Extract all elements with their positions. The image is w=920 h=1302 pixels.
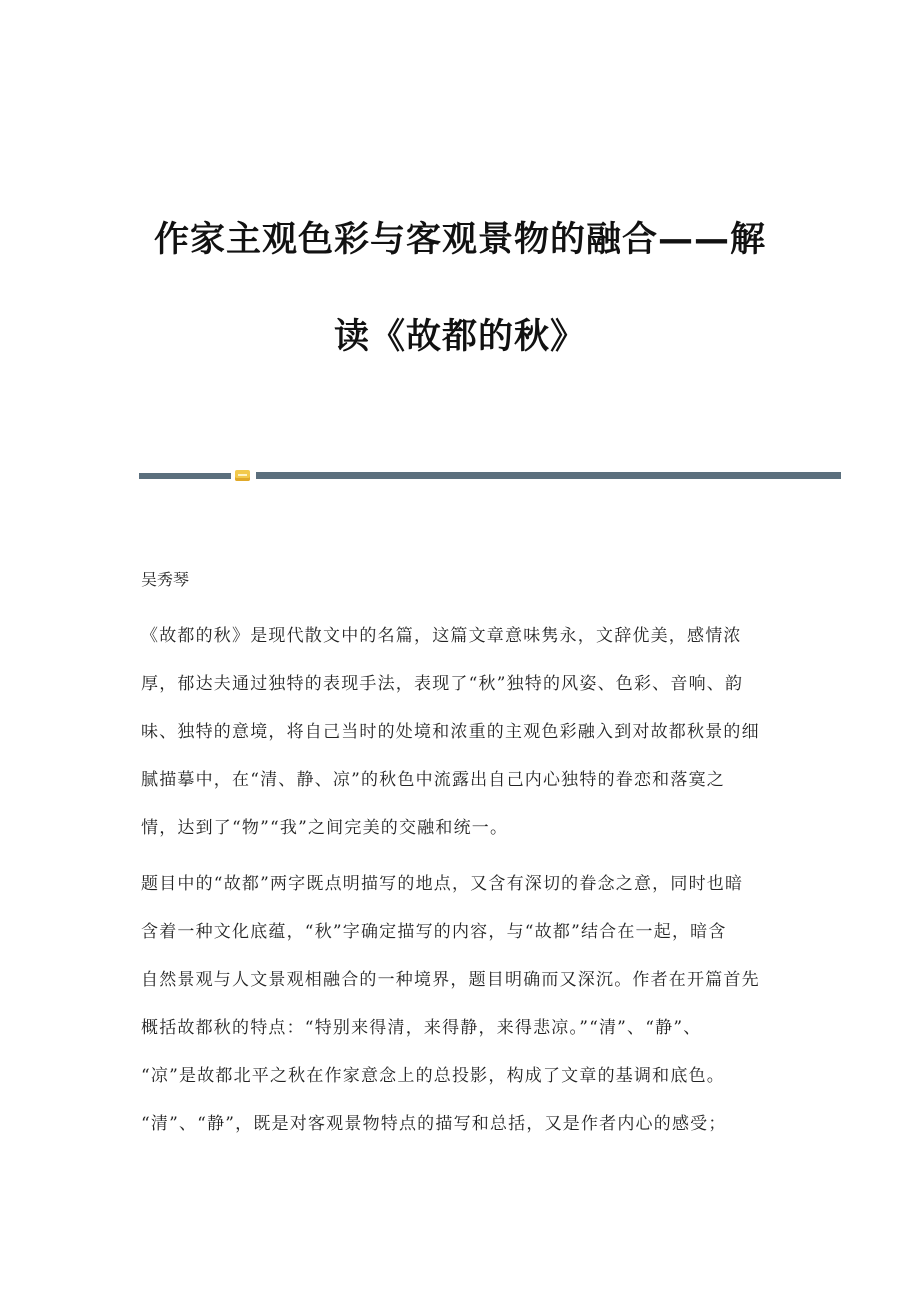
paragraph-2 — [141, 872, 781, 1160]
paragraph-line: 味、独特的意境，将自己当时的处境和浓重的主观色彩融入到对故都秋景的细 — [141, 722, 760, 742]
paragraph-line: 题目中的“故都”两字既点明描写的地点，又含有深切的眷念之意，同时也暗 — [141, 874, 744, 894]
paragraph-line: 情，达到了“物”“我”之间完美的交融和统一。 — [141, 818, 509, 838]
document-title-line-2: 读《故都的秋》 — [333, 317, 586, 357]
paragraph-line: 《故都的秋》是现代散文中的名篇，这篇文章意味隽永，文辞优美，感情浓 — [141, 626, 742, 646]
divider-bar-left — [139, 473, 231, 479]
paragraph-line: 腻描摹中，在“清、静、凉”的秋色中流露出自己内心独特的眷恋和落寞之 — [141, 770, 725, 790]
author-name: 吴秀琴 — [141, 570, 190, 589]
divider-bar-right — [256, 472, 841, 479]
paragraph-line: 厚，郁达夫通过独特的表现手法，表现了“秋”独特的风姿、色彩、音响、韵 — [141, 674, 744, 694]
paragraph-line: 概括故都秋的特点：“特别来得清，来得静，来得悲凉。”“清”、“静”、 — [141, 1018, 702, 1038]
paragraph-line: “凉”是故都北平之秋在作家意念上的总投影，构成了文章的基调和底色。 — [141, 1066, 725, 1086]
paragraph-line: “清”、“静”，既是对客观景物特点的描写和总括，又是作者内心的感受； — [141, 1114, 727, 1134]
paragraph-line: 自然景观与人文景观相融合的一种境界，题目明确而又深沉。作者在开篇首先 — [141, 970, 760, 990]
document-title-line-1: 作家主观色彩与客观景物的融合——解 — [153, 220, 766, 260]
paragraph-line: 含着一种文化底蕴，“秋”字确定描写的内容，与“故都”结合在一起，暗含 — [141, 922, 727, 942]
title-divider — [139, 470, 841, 481]
book-icon — [235, 470, 250, 481]
paragraph-1 — [141, 624, 781, 864]
